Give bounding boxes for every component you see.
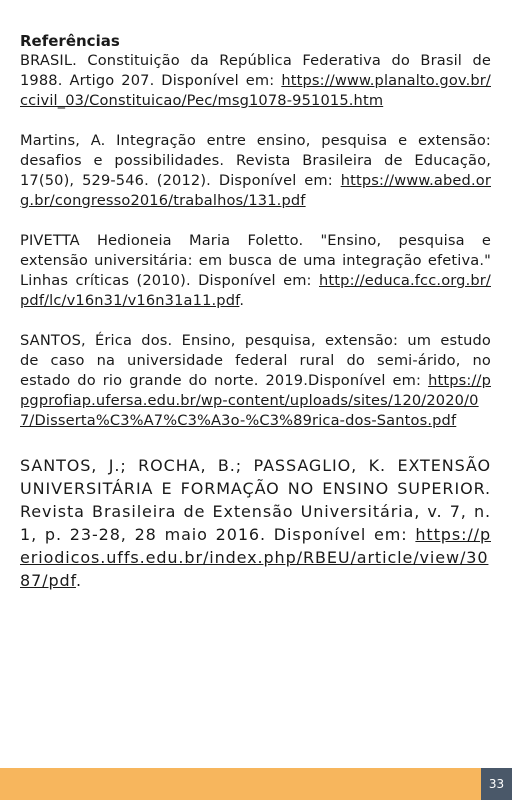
references-heading: Referências [20, 32, 120, 50]
reference-text: SANTOS, Érica dos. Ensino, pesquisa, extensão: um estudo de caso na universidade federal rural do semi-árido, no estado do rio grande do norte. 2019.Disponível em: [20, 332, 491, 389]
reference-text: BRASIL. Constituição da República Federativa do Brasil de 1988. Artigo 207. Disponível em: [20, 52, 491, 89]
reference-santos-rocha-passaglio [20, 454, 491, 592]
reference-trailing: . [75, 571, 82, 590]
reference-link[interactable]: https://www.abed.org.br/congresso2016/trabalhos/131.pdf [20, 172, 491, 209]
page-number: 33 [481, 768, 512, 800]
reference-martins [20, 131, 491, 211]
reference-santos-erica [20, 331, 491, 431]
reference-link[interactable]: https://periodicos.uffs.edu.br/index.php/RBEU/article/view/3087/pdf [20, 525, 491, 590]
reference-trailing: . [239, 292, 245, 309]
reference-link[interactable]: http://educa.fcc.org.br/pdf/lc/v16n31/v16n31a11.pdf [20, 272, 491, 309]
reference-pivetta [20, 231, 491, 311]
reference-link[interactable]: https://ppgprofiap.ufersa.edu.br/wp-content/uploads/sites/120/2020/07/Disserta%C3%A7%C3%A3o-%C3%89rica-dos-Santos.pdf [20, 372, 491, 429]
reference-text: PIVETTA Hedioneia Maria Foletto. "Ensino, pesquisa e extensão universitária: em busca de uma integração efetiva." Linhas críticas (2010). Disponível em: [20, 232, 491, 289]
references-section [20, 31, 491, 592]
reference-brasil-constituicao [20, 51, 491, 111]
reference-text: SANTOS, J.; ROCHA, B.; PASSAGLIO, K. EXTENSÃO UNIVERSITÁRIA E FORMAÇÃO NO ENSINO SUPERIOR. Revista Brasileira de Extensão Universitária, v. 7, n. 1, p. 23-28, 28 maio 2016. Disponível em: [20, 456, 491, 544]
reference-link[interactable]: https://www.planalto.gov.br/ccivil_03/Constituicao/Pec/msg1078-951015.htm [20, 72, 491, 109]
footer-bar [0, 768, 481, 800]
reference-text: Martins, A. Integração entre ensino, pesquisa e extensão: desafios e possibilidades. Revista Brasileira de Educação, 17(50), 529-546. (2012). Disponível em: [20, 132, 491, 189]
